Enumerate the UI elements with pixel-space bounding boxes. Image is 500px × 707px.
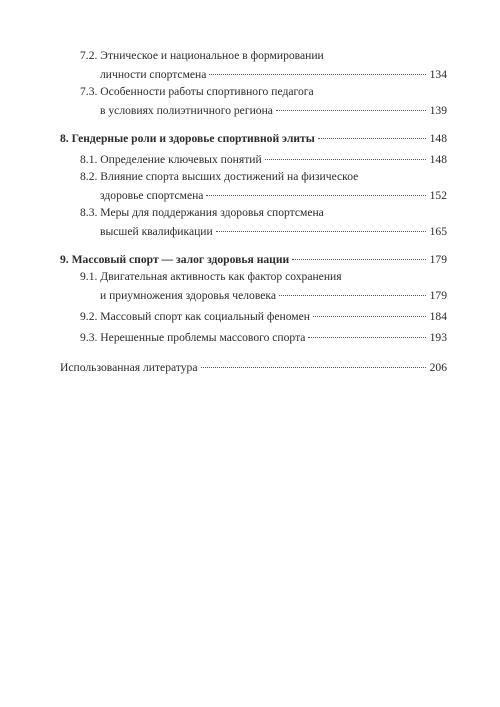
toc-entry-number: 9.2.	[80, 310, 98, 323]
dot-leader	[204, 184, 428, 199]
toc-entry-title-continued: в условиях полиэтничного региона	[100, 104, 273, 117]
toc-entry-title: Меры для поддержания здоровья спортсмена	[100, 206, 324, 219]
toc-entry-number: 9.1.	[80, 270, 98, 283]
toc-entry-number: 9.3.	[80, 331, 98, 344]
toc-entry-number: 7.3.	[80, 85, 98, 98]
toc-entry-title: Использованная литература	[60, 361, 198, 374]
toc-chapter-title: Массовый спорт — залог здоровья нации	[71, 253, 290, 266]
toc-chapter-9	[60, 248, 447, 267]
toc-entry-title: Нерешенные проблемы массового спорта	[100, 331, 306, 344]
toc-entry-title: Двигательная активность как фактор сохранения	[100, 270, 342, 283]
dot-leader	[263, 148, 428, 163]
toc-entry-8-2	[60, 169, 447, 203]
toc-entry-number: 8.3.	[80, 206, 98, 219]
toc-page-number: 148	[429, 153, 447, 166]
dot-leader	[316, 127, 428, 142]
toc-entry-number: 7.2.	[80, 49, 98, 62]
dot-leader	[290, 248, 428, 263]
toc-entry-7-3	[60, 84, 447, 118]
toc-chapter-title: Гендерные роли и здоровье спортивной элиты	[71, 132, 315, 145]
toc-chapter-number: 8.	[60, 132, 69, 145]
toc-entry-number: 8.1.	[80, 153, 98, 166]
toc-entry-title: Влияние спорта высших достижений на физическое	[100, 170, 359, 183]
toc-entry-title: Этническое и национальное в формировании	[100, 49, 324, 62]
toc-entry-number: 8.2.	[80, 170, 98, 183]
toc-page-number: 148	[429, 132, 447, 145]
toc-chapter-number: 9.	[60, 253, 69, 266]
toc-entry-title-continued: личности спортсмена	[100, 68, 207, 81]
dot-leader	[214, 220, 428, 235]
table-of-contents	[60, 48, 447, 375]
toc-entry-8-1	[60, 148, 447, 167]
toc-entry-title-continued: и приумножения здоровья человека	[100, 289, 277, 302]
toc-page-number: 206	[429, 361, 447, 374]
toc-page-number: 134	[429, 68, 447, 81]
toc-entry-8-3	[60, 205, 447, 239]
toc-entry-bibliography	[60, 356, 447, 375]
toc-page-number: 152	[429, 189, 447, 202]
toc-entry-9-1	[60, 269, 447, 303]
toc-entry-title: Особенности работы спортивного педагога	[100, 85, 314, 98]
toc-entry-title: Массовый спорт как социальный феномен	[100, 310, 310, 323]
toc-page-number: 184	[429, 310, 447, 323]
dot-leader	[199, 356, 429, 371]
dot-leader	[274, 99, 428, 114]
toc-chapter-8	[60, 127, 447, 146]
toc-entry-9-2	[60, 305, 447, 324]
toc-page-number: 193	[429, 331, 447, 344]
toc-page-number: 139	[429, 104, 447, 117]
toc-entry-title-continued: высшей квалификации	[100, 225, 213, 238]
toc-entry-title-continued: здоровье спортсмена	[100, 189, 204, 202]
dot-leader	[277, 284, 428, 299]
dot-leader	[207, 63, 428, 78]
toc-page-number: 165	[429, 225, 447, 238]
toc-page-number: 179	[429, 253, 447, 266]
dot-leader	[311, 305, 428, 320]
toc-page-number: 179	[429, 289, 447, 302]
toc-entry-title: Определение ключевых понятий	[100, 153, 262, 166]
toc-entry-9-3	[60, 326, 447, 345]
toc-entry-7-2	[60, 48, 447, 82]
dot-leader	[306, 326, 428, 341]
